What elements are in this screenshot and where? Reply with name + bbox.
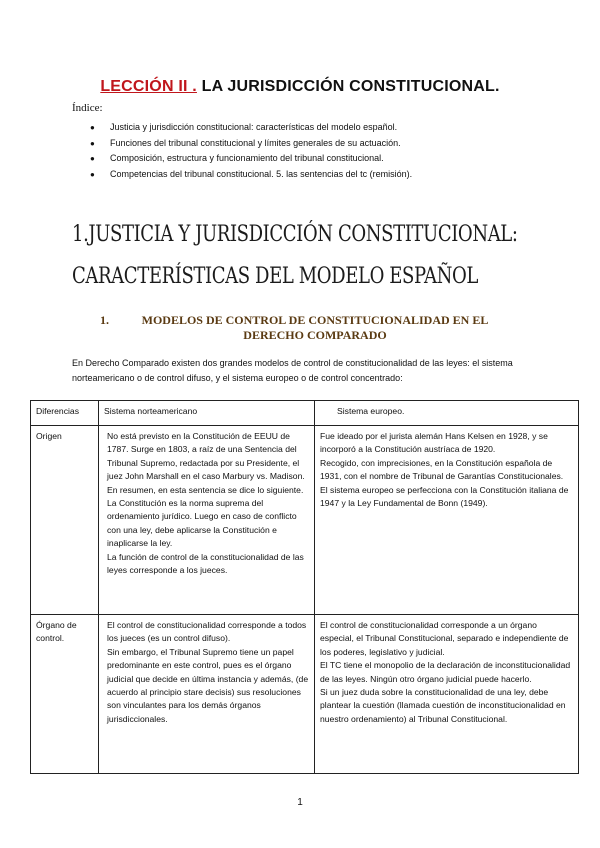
- index-item: ● Composición, estructura y funcionamiento del tribunal constitucional.: [90, 151, 412, 167]
- subheading-line1: MODELOS DE CONTROL DE CONSTITUCIONALIDAD EN EL: [141, 313, 489, 327]
- header-cell: Diferencias: [31, 401, 99, 426]
- header-cell: Sistema europeo.: [315, 401, 579, 426]
- subheading-line2: DERECHO COMPARADO: [243, 328, 387, 342]
- table-row: [31, 426, 579, 615]
- row-label: Origen: [31, 426, 99, 615]
- cell-text: En resumen, en esta sentencia se dice lo siguiente.: [107, 484, 304, 495]
- cell-text: No está previsto en la Constitución de EEUU de 1787. Surge en 1803, a raíz de una Sentencia del Tribunal Supremo, redactada por su Presidente, el juez John Marshall en el caso Marbury vs. Madison.: [107, 431, 305, 482]
- cell-text: Sin embargo, el Tribunal Supremo tiene un papel predominante en este control, pues es el órgano judicial que decide en última instancia y además, (de acuerdo al principio stare decisis) sus resoluciones son vinculantes para los demás órganos jurisdiccionales.: [107, 646, 309, 724]
- subheading-number: 1.: [100, 313, 109, 327]
- index-item: ● Competencias del tribunal constitucional. 5. las sentencias del tc (remisión).: [90, 167, 412, 183]
- comparison-table: [30, 400, 579, 774]
- na-cell: [99, 426, 315, 615]
- index-label: Índice:: [72, 102, 103, 114]
- cell-text: El TC tiene el monopolio de la declaración de inconstitucionalidad de las leyes. Ningún otro órgano judicial puede hacerlo.: [320, 660, 571, 684]
- index-list: [90, 120, 412, 182]
- cell-text: Fue ideado por el jurista alemán Hans Kelsen en 1928, y se incorporó a la Constitución austríaca de 1920.: [320, 431, 548, 455]
- cell-text: Recogido, con imprecisiones, en la Constitución española de 1931, con el nombre de Tribunal de Garantías Constitucionales.: [320, 457, 564, 482]
- cell-text: El control de constitucionalidad corresponde a un órgano especial, el Tribunal Constitucional, separado e independiente de los poderes, legislativo y judicial.: [320, 620, 569, 657]
- page-number: 1: [297, 797, 303, 808]
- eu-cell: [315, 426, 579, 615]
- index-item: ● Justicia y jurisdicción constitucional: características del modelo español.: [90, 120, 412, 136]
- header-cell: Sistema norteamericano: [99, 401, 315, 426]
- row-label: Órgano de control.: [31, 615, 99, 774]
- cell-text: El control de constitucionalidad corresponde a todos los jueces (es un control difuso).: [107, 620, 307, 644]
- section-heading-line2: CARACTERÍSTICAS DEL MODELO ESPAÑOL: [72, 264, 479, 289]
- cell-text: El sistema europeo se perfecciona con la Constitución italiana de 1947 y la Ley Fundamental de Bonn (1949).: [320, 484, 569, 509]
- subheading: [100, 313, 530, 343]
- cell-text: La función de control de la constitucionalidad de las leyes corresponde a los jueces.: [107, 551, 304, 576]
- eu-cell: [315, 615, 579, 774]
- na-cell: [99, 615, 315, 774]
- table-header-row: [31, 401, 579, 426]
- lesson-title-text: LA JURISDICCIÓN CONSTITUCIONAL.: [201, 78, 500, 95]
- section-heading-line1: 1.JUSTICIA Y JURISDICCIÓN CONSTITUCIONAL:: [72, 222, 518, 247]
- intro-paragraph: En Derecho Comparado existen dos grandes modelos de control de constitucionalidad de las leyes: el sistema norteamericano o de control difuso, y el sistema europeo o de control concentrado:: [72, 358, 513, 383]
- cell-text: Si un juez duda sobre la constitucionalidad de una ley, debe plantear la cuestión (llamada cuestión de inconstitucionalidad en nuestro ordenamiento) al Tribunal Constitucional.: [320, 687, 566, 724]
- lesson-title: [0, 78, 600, 96]
- index-item: ● Funciones del tribunal constitucional y límites generales de su actuación.: [90, 136, 412, 152]
- table-row: [31, 615, 579, 774]
- cell-text: La Constitución es la norma suprema del ordenamiento jurídico. Luego en caso de conflicto con una ley, debe aplicarse la Constitución e inaplicarse la ley.: [107, 498, 297, 549]
- lesson-number: LECCIÓN II .: [100, 78, 197, 95]
